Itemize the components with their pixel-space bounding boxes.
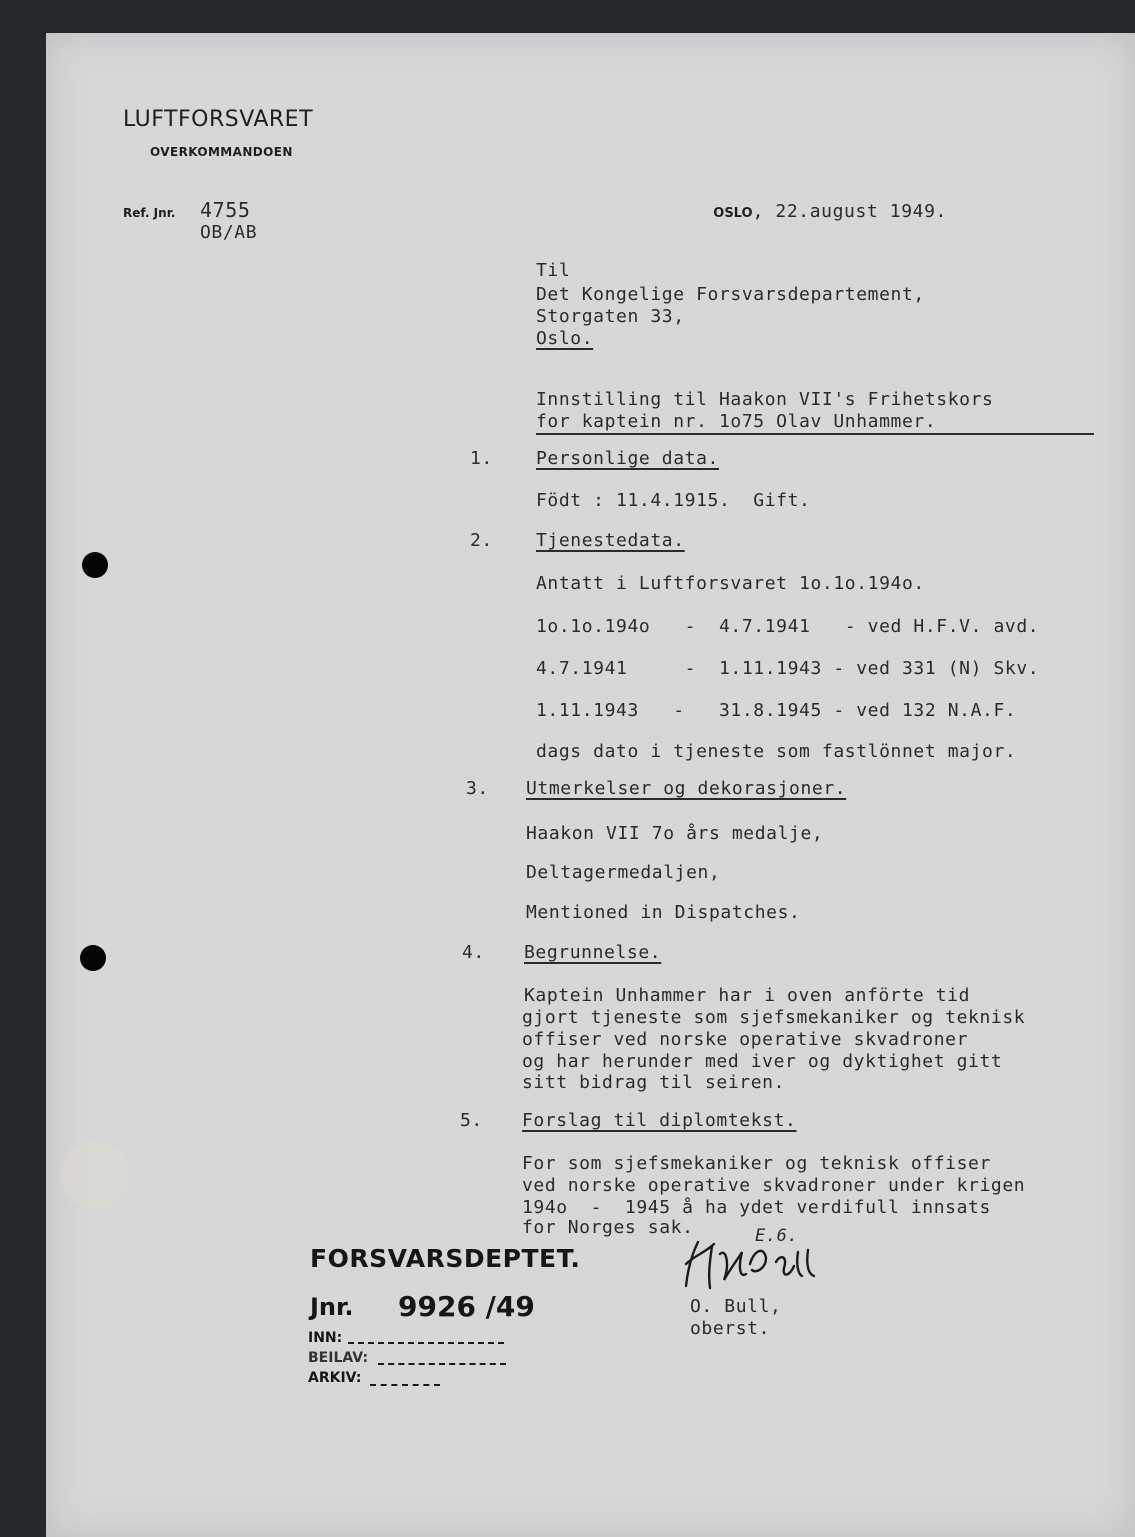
- stamp-title: FORSVARSDEPTET.: [310, 1244, 581, 1273]
- section-3-number: 3.: [466, 778, 489, 799]
- stamp-bilag-label: BEILAV:: [308, 1350, 369, 1366]
- section-4-line: sitt bidrag til seiren.: [522, 1072, 786, 1093]
- section-4-line: offiser ved norske operative skvadroner: [522, 1029, 969, 1050]
- section-4-number: 4.: [462, 942, 485, 963]
- punch-hole-bottom: [80, 945, 106, 971]
- stamp-arkiv-line: [370, 1384, 440, 1386]
- stamp-jnr-label: Jnr.: [310, 1293, 354, 1321]
- section-2-heading: Tjenestedata.: [536, 530, 685, 551]
- section-3-line: Deltagermedaljen,: [526, 862, 721, 883]
- section-2-number: 2.: [470, 530, 493, 551]
- recipient-line2: Storgaten 33,: [536, 306, 685, 327]
- section-4-line: og har herunder med iver og dyktighet gitt: [522, 1051, 1003, 1072]
- recipient-to: Til: [536, 260, 571, 281]
- signature-title: oberst.: [690, 1318, 771, 1339]
- ref-number: 4755: [200, 198, 251, 222]
- section-4-heading: Begrunnelse.: [524, 942, 662, 963]
- section-2-line: Antatt i Luftforsvaret 1o.1o.194o.: [536, 573, 925, 594]
- stamp-inn-label: INN:: [308, 1330, 343, 1346]
- punch-hole-top: [82, 552, 108, 578]
- section-5-number: 5.: [460, 1110, 483, 1131]
- section-3-line: Haakon VII 7o års medalje,: [526, 823, 824, 844]
- section-1-line: Födt : 11.4.1915. Gift.: [536, 490, 811, 511]
- date-place: OSLO: [713, 206, 753, 221]
- stamp-jnr-value: 9926 /49: [398, 1290, 535, 1323]
- stamp-bilag-line: [378, 1363, 506, 1365]
- signature-name: O. Bull,: [690, 1296, 782, 1317]
- section-4-line: Kaptein Unhammer har i oven anförte tid: [524, 985, 971, 1006]
- letterhead-unit: OVERKOMMANDOEN: [150, 145, 293, 159]
- section-4-line: gjort tjeneste som sjefsmekaniker og teknisk: [522, 1007, 1026, 1028]
- ref-code: OB/AB: [200, 222, 258, 243]
- paper-stain: [60, 1140, 130, 1210]
- ref-label: Ref. Jnr.: [123, 206, 176, 220]
- date-text: , 22.august 1949.: [752, 201, 947, 222]
- section-5-line: For som sjefsmekaniker og teknisk offiser: [522, 1153, 991, 1174]
- section-2-line: dags dato i tjeneste som fastlönnet major.: [536, 741, 1017, 762]
- subject-underline: [536, 433, 1094, 435]
- stamp-arkiv-label: ARKIV:: [308, 1370, 362, 1386]
- section-5-heading: Forslag til diplomtekst.: [522, 1110, 797, 1131]
- handwritten-signature: [680, 1234, 830, 1296]
- section-1-number: 1.: [470, 448, 493, 469]
- section-5-line: ved norske operative skvadroner under krigen: [522, 1175, 1026, 1196]
- recipient-line3: Oslo.: [536, 328, 594, 349]
- signature-initials: E.6.: [755, 1226, 799, 1246]
- stamp-inn-line: [348, 1342, 504, 1344]
- section-3-heading: Utmerkelser og dekorasjoner.: [526, 778, 847, 799]
- letterhead-org: LUFTFORSVARET: [123, 107, 314, 132]
- section-2-line: 1.11.1943 - 31.8.1945 - ved 132 N.A.F.: [536, 700, 1017, 721]
- section-2-line: 1o.1o.194o - 4.7.1941 - ved H.F.V. avd.: [536, 616, 1040, 637]
- section-3-line: Mentioned in Dispatches.: [526, 902, 801, 923]
- section-1-heading: Personlige data.: [536, 448, 719, 469]
- section-2-line: 4.7.1941 - 1.11.1943 - ved 331 (N) Skv.: [536, 658, 1040, 679]
- date-line: [694, 182, 947, 222]
- subject-line2: for kaptein nr. 1o75 Olav Unhammer.: [536, 411, 937, 432]
- subject-line1: Innstilling til Haakon VII's Frihetskors: [536, 389, 994, 410]
- recipient-line1: Det Kongelige Forsvarsdepartement,: [536, 284, 925, 305]
- section-5-line: 194o - 1945 å ha ydet verdifull innsats: [522, 1197, 991, 1218]
- section-5-line: for Norges sak.: [522, 1217, 694, 1238]
